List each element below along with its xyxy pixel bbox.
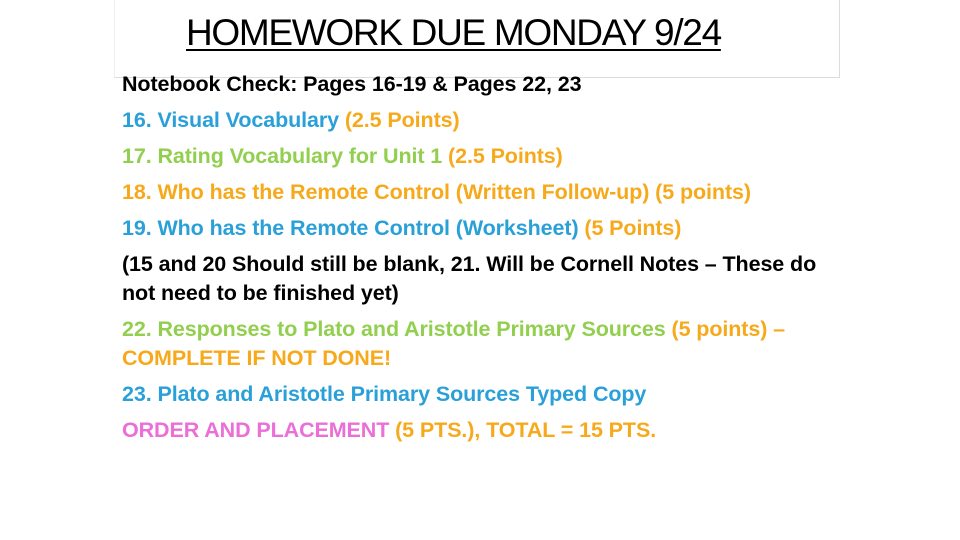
blank-pages-note: (15 and 20 Should still be blank, 21. Will be Cornell Notes – These do not need to be finished yet) [122, 252, 817, 305]
item-19 [122, 214, 822, 243]
item-16-label: 16. Visual Vocabulary [122, 108, 345, 132]
item-19-points: (5 Points) [584, 216, 682, 240]
item-19-label: 19. Who has the Remote Control (Worksheet) [122, 216, 585, 240]
item-23: 23. Plato and Aristotle Primary Sources Typed Copy [122, 382, 647, 406]
homework-list [122, 70, 822, 445]
item-22-label: 22. Responses to Plato and Aristotle Primary Sources [122, 317, 672, 341]
item-17-label: 17. Rating Vocabulary for Unit 1 [122, 144, 449, 168]
item-18: 18. Who has the Remote Control (Written Follow-up) (5 points) [122, 180, 751, 204]
order-placement-label: ORDER AND PLACEMENT [122, 418, 396, 442]
page-title: HOMEWORK DUE MONDAY 9/24 [186, 12, 721, 53]
item-16 [122, 106, 822, 135]
item-22-points: (5 points) – COMPLETE IF NOT DONE! [122, 317, 785, 370]
item-17-points: (2.5 Points) [448, 144, 563, 168]
order-placement [122, 416, 822, 445]
item-17 [122, 142, 822, 171]
order-placement-total: (5 PTS.), TOTAL = 15 PTS. [395, 418, 657, 442]
notebook-check: Notebook Check: Pages 16-19 & Pages 22, 23 [122, 72, 582, 96]
item-16-points: (2.5 Points) [344, 108, 460, 132]
item-22 [122, 315, 822, 373]
